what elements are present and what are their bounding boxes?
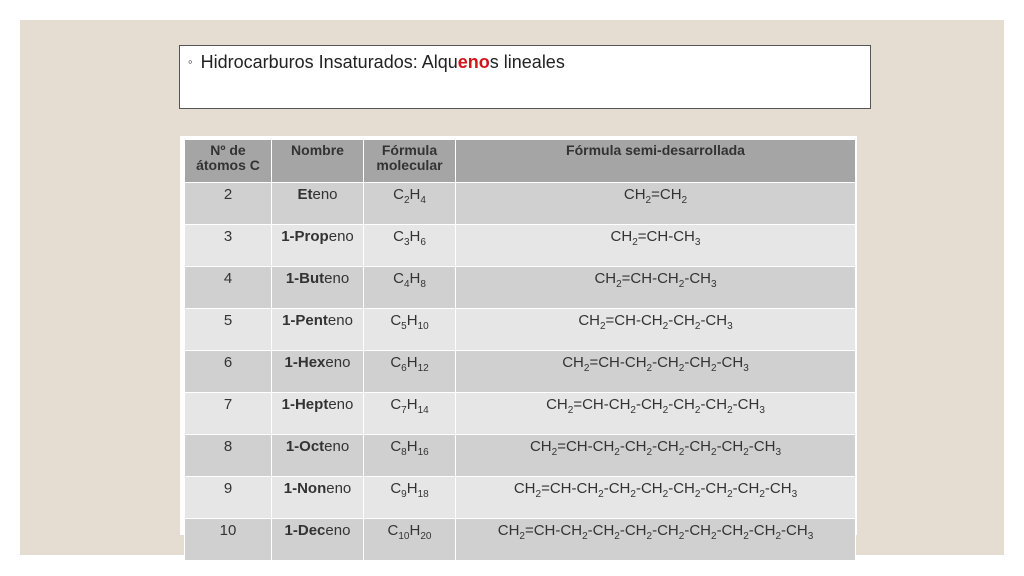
semi-formula-cell: $CH_2=CH_2$ xyxy=(456,183,856,225)
table-row xyxy=(185,309,856,351)
title-prefix: Hidrocarburos Insaturados: Alqu xyxy=(200,52,458,72)
atoms-cell: 6 xyxy=(185,351,272,393)
name-cell: 1-Hepteno xyxy=(272,393,364,435)
title-box xyxy=(179,45,871,109)
table-row xyxy=(185,435,856,477)
table-row xyxy=(185,477,856,519)
name-cell: 1-Octeno xyxy=(272,435,364,477)
semi-formula-cell: $CH_2=CH-CH_2-CH_2-CH_3$ xyxy=(456,309,856,351)
table-row xyxy=(185,351,856,393)
name-cell: 1-Hexeno xyxy=(272,351,364,393)
slide-title xyxy=(188,52,565,73)
atoms-cell: 10 xyxy=(185,519,272,561)
atoms-cell: 7 xyxy=(185,393,272,435)
header-semi-formula: Fórmula semi-desarrollada xyxy=(456,140,856,183)
slide xyxy=(20,20,1004,555)
name-cell: 1-Noneno xyxy=(272,477,364,519)
semi-formula-cell: $CH_2=CH-CH_2-CH_2-CH_2-CH_2-CH_2-CH_3$ xyxy=(456,435,856,477)
semi-formula-cell: $CH_2=CH-CH_2-CH_3$ xyxy=(456,267,856,309)
table-row xyxy=(185,393,856,435)
semi-formula-cell: $CH_2=CH-CH_2-CH_2-CH_2-CH_2-CH_2-CH_2-CH_2-CH_3$ xyxy=(456,519,856,561)
alkenes-table-frame xyxy=(180,136,857,542)
header-atoms: Nº de átomos C xyxy=(185,140,272,183)
molecular-formula-cell: $C_5H_{10}$ xyxy=(364,309,456,351)
table-header-row xyxy=(185,140,856,183)
name-cell: Eteno xyxy=(272,183,364,225)
molecular-formula-cell: $C_4H_8$ xyxy=(364,267,456,309)
title-suffix: s lineales xyxy=(489,52,565,72)
molecular-formula-cell: $C_6H_{12}$ xyxy=(364,351,456,393)
name-cell: 1-Buteno xyxy=(272,267,364,309)
molecular-formula-cell: $C_7H_{14}$ xyxy=(364,393,456,435)
atoms-cell: 3 xyxy=(185,225,272,267)
semi-formula-cell: $CH_2=CH-CH_2-CH_2-CH_2-CH_2-CH_2-CH_2-CH_3$ xyxy=(456,477,856,519)
name-cell: 1-Penteno xyxy=(272,309,364,351)
header-molecular-formula: Fórmula molecular xyxy=(364,140,456,183)
name-cell: 1-Deceno xyxy=(272,519,364,561)
header-name: Nombre xyxy=(272,140,364,183)
table-row xyxy=(185,267,856,309)
table-row xyxy=(185,519,856,561)
atoms-cell: 5 xyxy=(185,309,272,351)
name-cell: 1-Propeno xyxy=(272,225,364,267)
atoms-cell: 8 xyxy=(185,435,272,477)
semi-formula-cell: $CH_2=CH-CH_2-CH_2-CH_2-CH_2-CH_3$ xyxy=(456,393,856,435)
table-row xyxy=(185,183,856,225)
molecular-formula-cell: $C_9H_{18}$ xyxy=(364,477,456,519)
table-row xyxy=(185,225,856,267)
semi-formula-cell: $CH_2=CH-CH_2-CH_2-CH_2-CH_3$ xyxy=(456,351,856,393)
bullet-icon: ◦ xyxy=(188,54,193,69)
molecular-formula-cell: $C_2H_4$ xyxy=(364,183,456,225)
alkenes-table xyxy=(184,139,856,561)
molecular-formula-cell: $C_{10}H_{20}$ xyxy=(364,519,456,561)
atoms-cell: 9 xyxy=(185,477,272,519)
molecular-formula-cell: $C_8H_{16}$ xyxy=(364,435,456,477)
semi-formula-cell: $CH_2=CH-CH_3$ xyxy=(456,225,856,267)
atoms-cell: 4 xyxy=(185,267,272,309)
title-accent: eno xyxy=(457,52,490,72)
atoms-cell: 2 xyxy=(185,183,272,225)
molecular-formula-cell: $C_3H_6$ xyxy=(364,225,456,267)
